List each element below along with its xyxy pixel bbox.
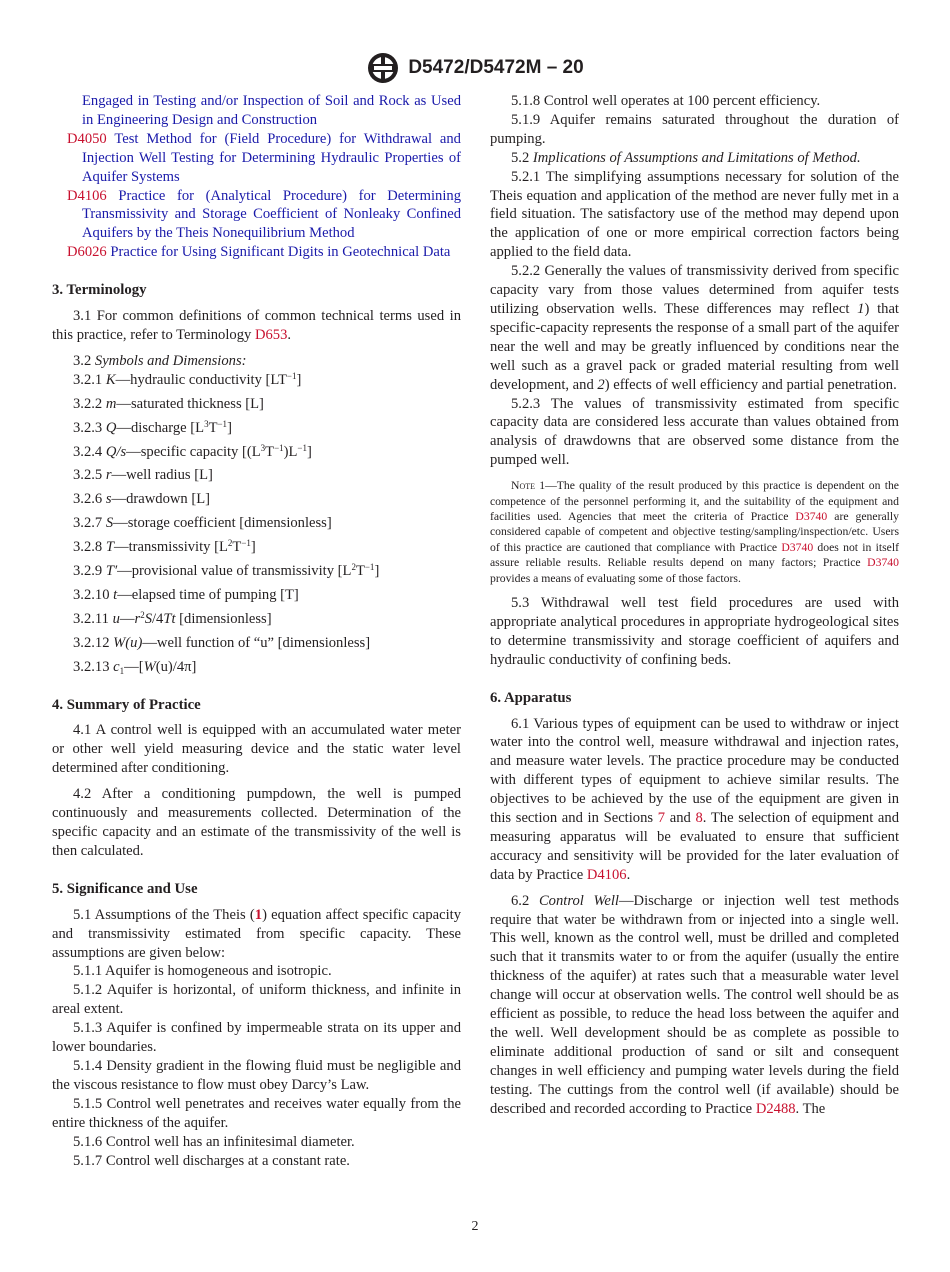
symbol-item: 3.2.6 s—drawdown [L] bbox=[73, 491, 211, 508]
astm-logo-icon bbox=[366, 51, 400, 85]
paragraph: 5.1.6 Control well has an infinitesimal diameter. bbox=[73, 1133, 355, 1150]
paragraph: 5.1.3 Aquifer is confined by impermeable strata on its upper and lower boundaries. bbox=[52, 1020, 461, 1056]
section-link[interactable]: 7 bbox=[657, 810, 666, 827]
reference-link[interactable]: D3740 bbox=[867, 556, 899, 570]
paragraph: 5.3 Withdrawal well test field procedures are used with appropriate analytical procedures in appropriate hydrogeological sites to determine transmissivity and storage coefficient of aquifers and hydraulic conductivity of confining beds. bbox=[490, 594, 899, 668]
document-designation: D5472/D5472M – 20 bbox=[408, 57, 584, 78]
paragraph: 5.2.3 The values of transmissivity estimated from specific capacity data are considered less accurate than values obtained from analysis of drawdowns that are observed some distance from the pumped well. bbox=[490, 395, 899, 469]
symbol-item: 3.2.3 Q—discharge $[L^3T^{-1}]$ bbox=[73, 418, 232, 436]
reference-item: D4050 Test Method for (Field Procedure) for Withdrawal and Injection Well Testing for Determining Hydraulic Properties of Aquifer Systems bbox=[67, 130, 461, 185]
paragraph: 5.1.8 Control well operates at 100 percent efficiency. bbox=[511, 93, 821, 109]
reference-link[interactable]: D653 bbox=[254, 326, 288, 343]
paragraph: 4.1 A control well is equipped with an accumulated water meter or other well yield measuring device and the static water level determined after conditioning. bbox=[52, 722, 461, 777]
symbol-item: 3.2.13 $c_1—[W(u)/4\pi]$ bbox=[73, 658, 197, 676]
paragraph: 5.1.4 Density gradient in the flowing fluid must be negligible and the viscous resistance to flow must obey Darcy’s Law. bbox=[52, 1057, 461, 1093]
symbol-item: 3.2.12 W(u)—well function of “u” [dimensionless] bbox=[73, 634, 371, 651]
paragraph: 3.1 For common definitions of common technical terms used in this practice, refer to Terminology D653. bbox=[52, 308, 461, 343]
section-heading: 4. Summary of Practice bbox=[52, 696, 201, 713]
symbol-item: 3.2.2 m—saturated thickness [L] bbox=[73, 395, 264, 412]
paragraph: 5.2.2 Generally the values of transmissivity derived from specific capacity vary from those values determined from aquifer tests utilizing observation wells. These differences may reflect 1) that specific-capacity represents the response of a small part of the aquifer near the well and may be greatly influenced by conditions near the well such as a gravel pack or graded material resulting from well development, and 2) effects of well efficiency and partial penetration. bbox=[490, 263, 899, 393]
page-number: 2 bbox=[471, 1219, 479, 1234]
left-column bbox=[52, 92, 461, 1170]
right-column bbox=[490, 92, 899, 1119]
paragraph: 3.2 Symbols and Dimensions: bbox=[73, 352, 247, 369]
reference-link[interactable]: D2488 bbox=[755, 1100, 796, 1117]
symbol-item: 3.2.10 t—elapsed time of pumping [T] bbox=[73, 586, 299, 603]
paragraph: 5.1.5 Control well penetrates and receives water equally from the entire thickness of the aquifer. bbox=[52, 1095, 461, 1131]
section-heading: 5. Significance and Use bbox=[52, 880, 198, 897]
reference-item: D4106 Practice for (Analytical Procedure) for Determining Transmissivity and Storage Coefficient of Nonleaky Confined Aquifers by the Theis Nonequilibrium Method bbox=[67, 187, 461, 242]
symbol-item: 3.2.9 T′—provisional value of transmissivity $[L^2T^{-1}]$ bbox=[73, 562, 380, 580]
page-header bbox=[0, 50, 950, 86]
section-link[interactable]: 8 bbox=[695, 810, 703, 827]
section-heading: 6. Apparatus bbox=[490, 689, 572, 706]
note: Note 1—The quality of the result produced by this practice is dependent on the competence of the personnel performing it, and the suitability of the equipment and facilities used. Agencies that meet the criteria of Practice D3740 are generally considered capable of competent and objective testing/sampling/inspection/etc. Users of this practice are cautioned that compliance with Practice D3740 does not in itself assure reliable results. Reliable results depend on many factors; Practice D3740 provides a means of evaluating some of those factors. bbox=[490, 479, 900, 585]
reference-link[interactable]: D4050 bbox=[67, 130, 107, 147]
symbol-item: 3.2.7 S—storage coefficient [dimensionless] bbox=[73, 515, 332, 532]
paragraph: 5.1.9 Aquifer remains saturated throughout the duration of pumping. bbox=[490, 111, 899, 147]
reference-link[interactable]: D4106 bbox=[586, 866, 627, 883]
reference-item: Engaged in Testing and/or Inspection of Soil and Rock as Used in Engineering Design and Construction bbox=[82, 93, 461, 128]
paragraph: 6.1 Various types of equipment can be used to withdraw or inject water into the control well, measure withdrawal and injection rates, and measure water levels. The practice procedure may be conducted with different types of equipment to achieve similar results. The objectives to be achieved by the use of the equipment are given in this section and in Sections 7 and 8. The selection of equipment and measuring apparatus will be evaluated to ensure that sufficient accuracy and sensitivity will be provided for the later evaluation of data by Practice D4106. bbox=[490, 715, 900, 883]
paragraph: 5.1.2 Aquifer is horizontal, of uniform thickness, and infinite in areal extent. bbox=[52, 982, 461, 1018]
reference-link[interactable]: D3740 bbox=[795, 509, 828, 523]
reference-item: D6026 Practice for Using Significant Digits in Geotechnical Data bbox=[67, 244, 451, 261]
symbol-item: 3.2.5 r—well radius [L] bbox=[73, 467, 213, 484]
paragraph: 5.1.7 Control well discharges at a constant rate. bbox=[73, 1152, 350, 1169]
paragraph: 5.1.1 Aquifer is homogeneous and isotropic. bbox=[73, 963, 332, 980]
reference-link[interactable]: D4106 bbox=[67, 187, 107, 204]
paragraph: 4.2 After a conditioning pumpdown, the well is pumped continuously and measurements collected. Determination of the specific capacity and an estimate of the transmissivity of the well is then calculated. bbox=[52, 786, 461, 859]
paragraph: 5.2 Implications of Assumptions and Limitations of Method. bbox=[511, 149, 861, 166]
symbol-item: 3.2.4 Q/s—specific capacity $[(L^3T^{-1})L^{-1}]$ bbox=[73, 442, 312, 460]
symbol-item: 3.2.8 T—transmissivity $[L^2T^{-1}]$ bbox=[73, 538, 256, 556]
reference-link[interactable]: D6026 bbox=[67, 244, 107, 261]
paragraph: 6.2 Control Well—Discharge or injection well test methods require that water be withdrawn from or injected into a single well. This well, known as the control well, must be drilled and completed such that it transmits water to or from the aquifer (usually the entire thickness of the aquifer) at rates such that a measurable water level change will occur at observation wells. The control well should be as efficient as possible, to reduce the head loss between the aquifer and the well. Well development should be as complete as possible to eliminate additional production of sand or silt and consequent changes in well efficiency and pumping water levels during the field testing. The cuttings from the control well (if available) should be described and recorded according to Practice D2488. The bbox=[490, 892, 900, 1117]
reference-link[interactable]: D3740 bbox=[781, 540, 814, 554]
symbol-item: 3.2.1 K—hydraulic conductivity $[LT^{-1}]$ bbox=[73, 370, 302, 388]
symbol-item: 3.2.11 $u—r^2S/4Tt$ [dimensionless] bbox=[73, 609, 272, 627]
citation-link[interactable]: 1 bbox=[254, 906, 263, 923]
paragraph: 5.1 Assumptions of the Theis (1) equation affect specific capacity and transmissivity estimated from specific capacity. These assumptions are given below: bbox=[52, 906, 461, 961]
section-heading: 3. Terminology bbox=[52, 282, 147, 299]
paragraph: 5.2.1 The simplifying assumptions necessary for solution of the Theis equation and application of the method are never fully met in a field situation. The satisfactory use of the method may depend upon the application of one or more empirical correction factors being applied to the field data. bbox=[490, 168, 899, 261]
